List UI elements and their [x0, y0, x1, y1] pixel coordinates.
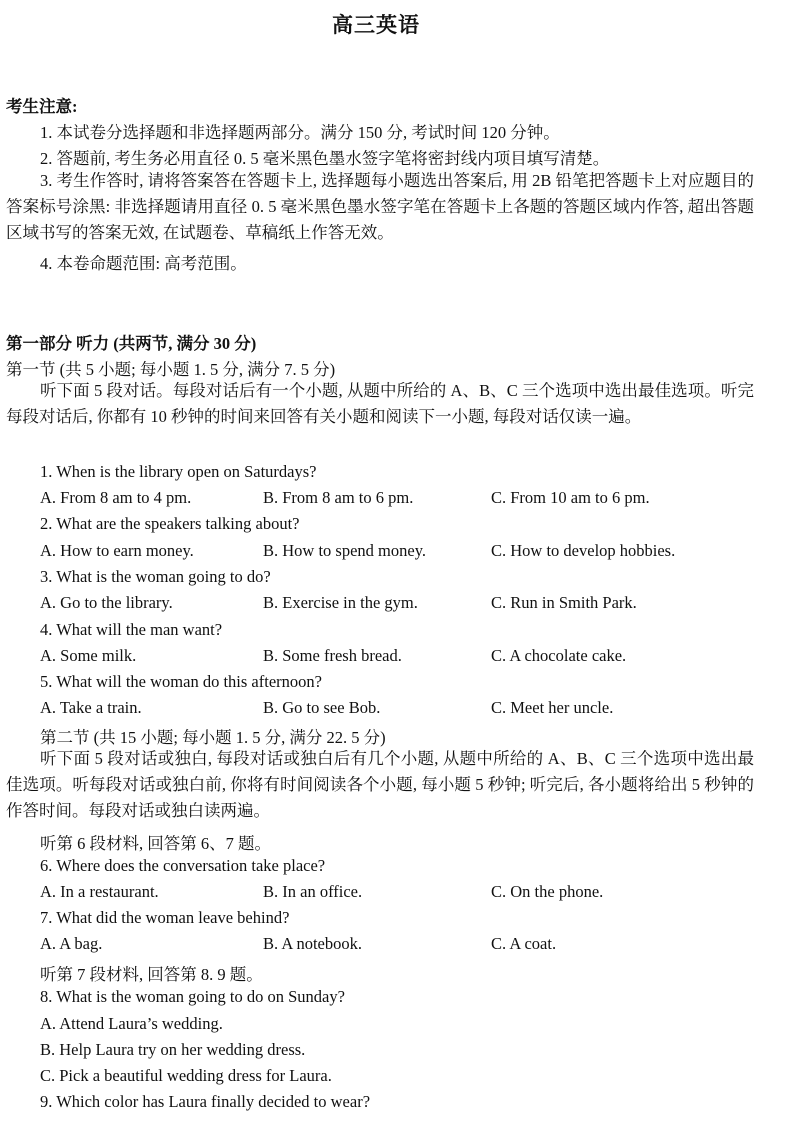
section1-heading: 第一节 (共 5 小题; 每小题 1. 5 分, 满分 7. 5 分): [6, 360, 336, 379]
q4-option-a: A. Some milk.: [40, 646, 137, 665]
q2-option-b: B. How to spend money.: [263, 541, 427, 560]
q5-option-b: B. Go to see Bob.: [263, 698, 381, 717]
q3-option-c: C. Run in Smith Park.: [491, 593, 637, 612]
q1-option-a: A. From 8 am to 4 pm.: [40, 488, 192, 507]
q6-option-a: A. In a restaurant.: [40, 882, 159, 901]
q6-option-b: B. In an office.: [263, 882, 363, 901]
question-8: 8. What is the woman going to do on Sunday?: [40, 987, 345, 1006]
q2-option-c: C. How to develop hobbies.: [491, 541, 676, 560]
q7-option-c: C. A coat.: [491, 934, 557, 953]
notice-item-2: 2. 答题前, 考生务必用直径 0. 5 毫米黑色墨水签字笔将密封线内项目填写清楚。: [40, 149, 610, 168]
section2-heading: 第二节 (共 15 小题; 每小题 1. 5 分, 满分 22. 5 分): [40, 728, 386, 747]
notice-heading: 考生注意:: [6, 97, 78, 116]
q5-option-c: C. Meet her uncle.: [491, 698, 614, 717]
question-7: 7. What did the woman leave behind?: [40, 908, 290, 927]
section2-instructions: 听下面 5 段对话或独白, 每段对话或独白后有几个小题, 从题中所给的 A、B、C 三个选项中选出最佳选项。听每段对话或独白前, 你将有时间阅读各个小题, 每小题 5 秒钟; 听完后, 各小题将给出 5 秒钟的作答时间。每段对话或独白读两遍。: [6, 749, 754, 821]
q8-option-a: A. Attend Laura’s wedding.: [40, 1014, 223, 1033]
question-2: 2. What are the speakers talking about?: [40, 514, 300, 533]
question-5: 5. What will the woman do this afternoon?: [40, 672, 322, 691]
part1-heading: 第一部分 听力 (共两节, 满分 30 分): [6, 334, 257, 353]
q2-option-a: A. How to earn money.: [40, 541, 194, 560]
question-9: 9. Which color has Laura finally decided to wear?: [40, 1092, 371, 1111]
page-title: 高三英语: [332, 13, 420, 37]
section1-instructions: 听下面 5 段对话。每段对话后有一个小题, 从题中所给的 A、B、C 三个选项中选出最佳选项。听完每段对话后, 你都有 10 秒钟的时间来回答有关小题和阅读下一小题, 每段对话仅读一遍。: [6, 381, 754, 427]
q1-option-b: B. From 8 am to 6 pm.: [263, 488, 414, 507]
q3-option-a: A. Go to the library.: [40, 593, 173, 612]
q8-option-c: C. Pick a beautiful wedding dress for Laura.: [40, 1066, 332, 1085]
question-4: 4. What will the man want?: [40, 620, 223, 639]
q4-option-b: B. Some fresh bread.: [263, 646, 402, 665]
question-3: 3. What is the woman going to do?: [40, 567, 271, 586]
q8-option-b: B. Help Laura try on her wedding dress.: [40, 1040, 306, 1059]
q6-option-c: C. On the phone.: [491, 882, 604, 901]
q5-option-a: A. Take a train.: [40, 698, 142, 717]
q1-option-c: C. From 10 am to 6 pm.: [491, 488, 650, 507]
q7-option-b: B. A notebook.: [263, 934, 363, 953]
material-7-note: 听第 7 段材料, 回答第 8. 9 题。: [40, 965, 263, 984]
q7-option-a: A. A bag.: [40, 934, 103, 953]
question-6: 6. Where does the conversation take place?: [40, 856, 326, 875]
question-1: 1. When is the library open on Saturdays?: [40, 462, 317, 481]
notice-item-3: 3. 考生作答时, 请将答案答在答题卡上, 选择题每小题选出答案后, 用 2B 铅笔把答题卡上对应题目的答案标号涂黑: 非选择题请用直径 0. 5 毫米黑色墨水签字笔在答题卡上各题的答题区域内作答, 超出答题区域书写的答案无效, 在试题卷、草稿纸上作答无效。: [6, 171, 754, 243]
notice-item-1: 1. 本试卷分选择题和非选择题两部分。满分 150 分, 考试时间 120 分钟。: [40, 123, 560, 142]
notice-item-4: 4. 本卷命题范围: 高考范围。: [40, 254, 247, 273]
q3-option-b: B. Exercise in the gym.: [263, 593, 418, 612]
q4-option-c: C. A chocolate cake.: [491, 646, 627, 665]
material-6-note: 听第 6 段材料, 回答第 6、7 题。: [40, 834, 271, 853]
